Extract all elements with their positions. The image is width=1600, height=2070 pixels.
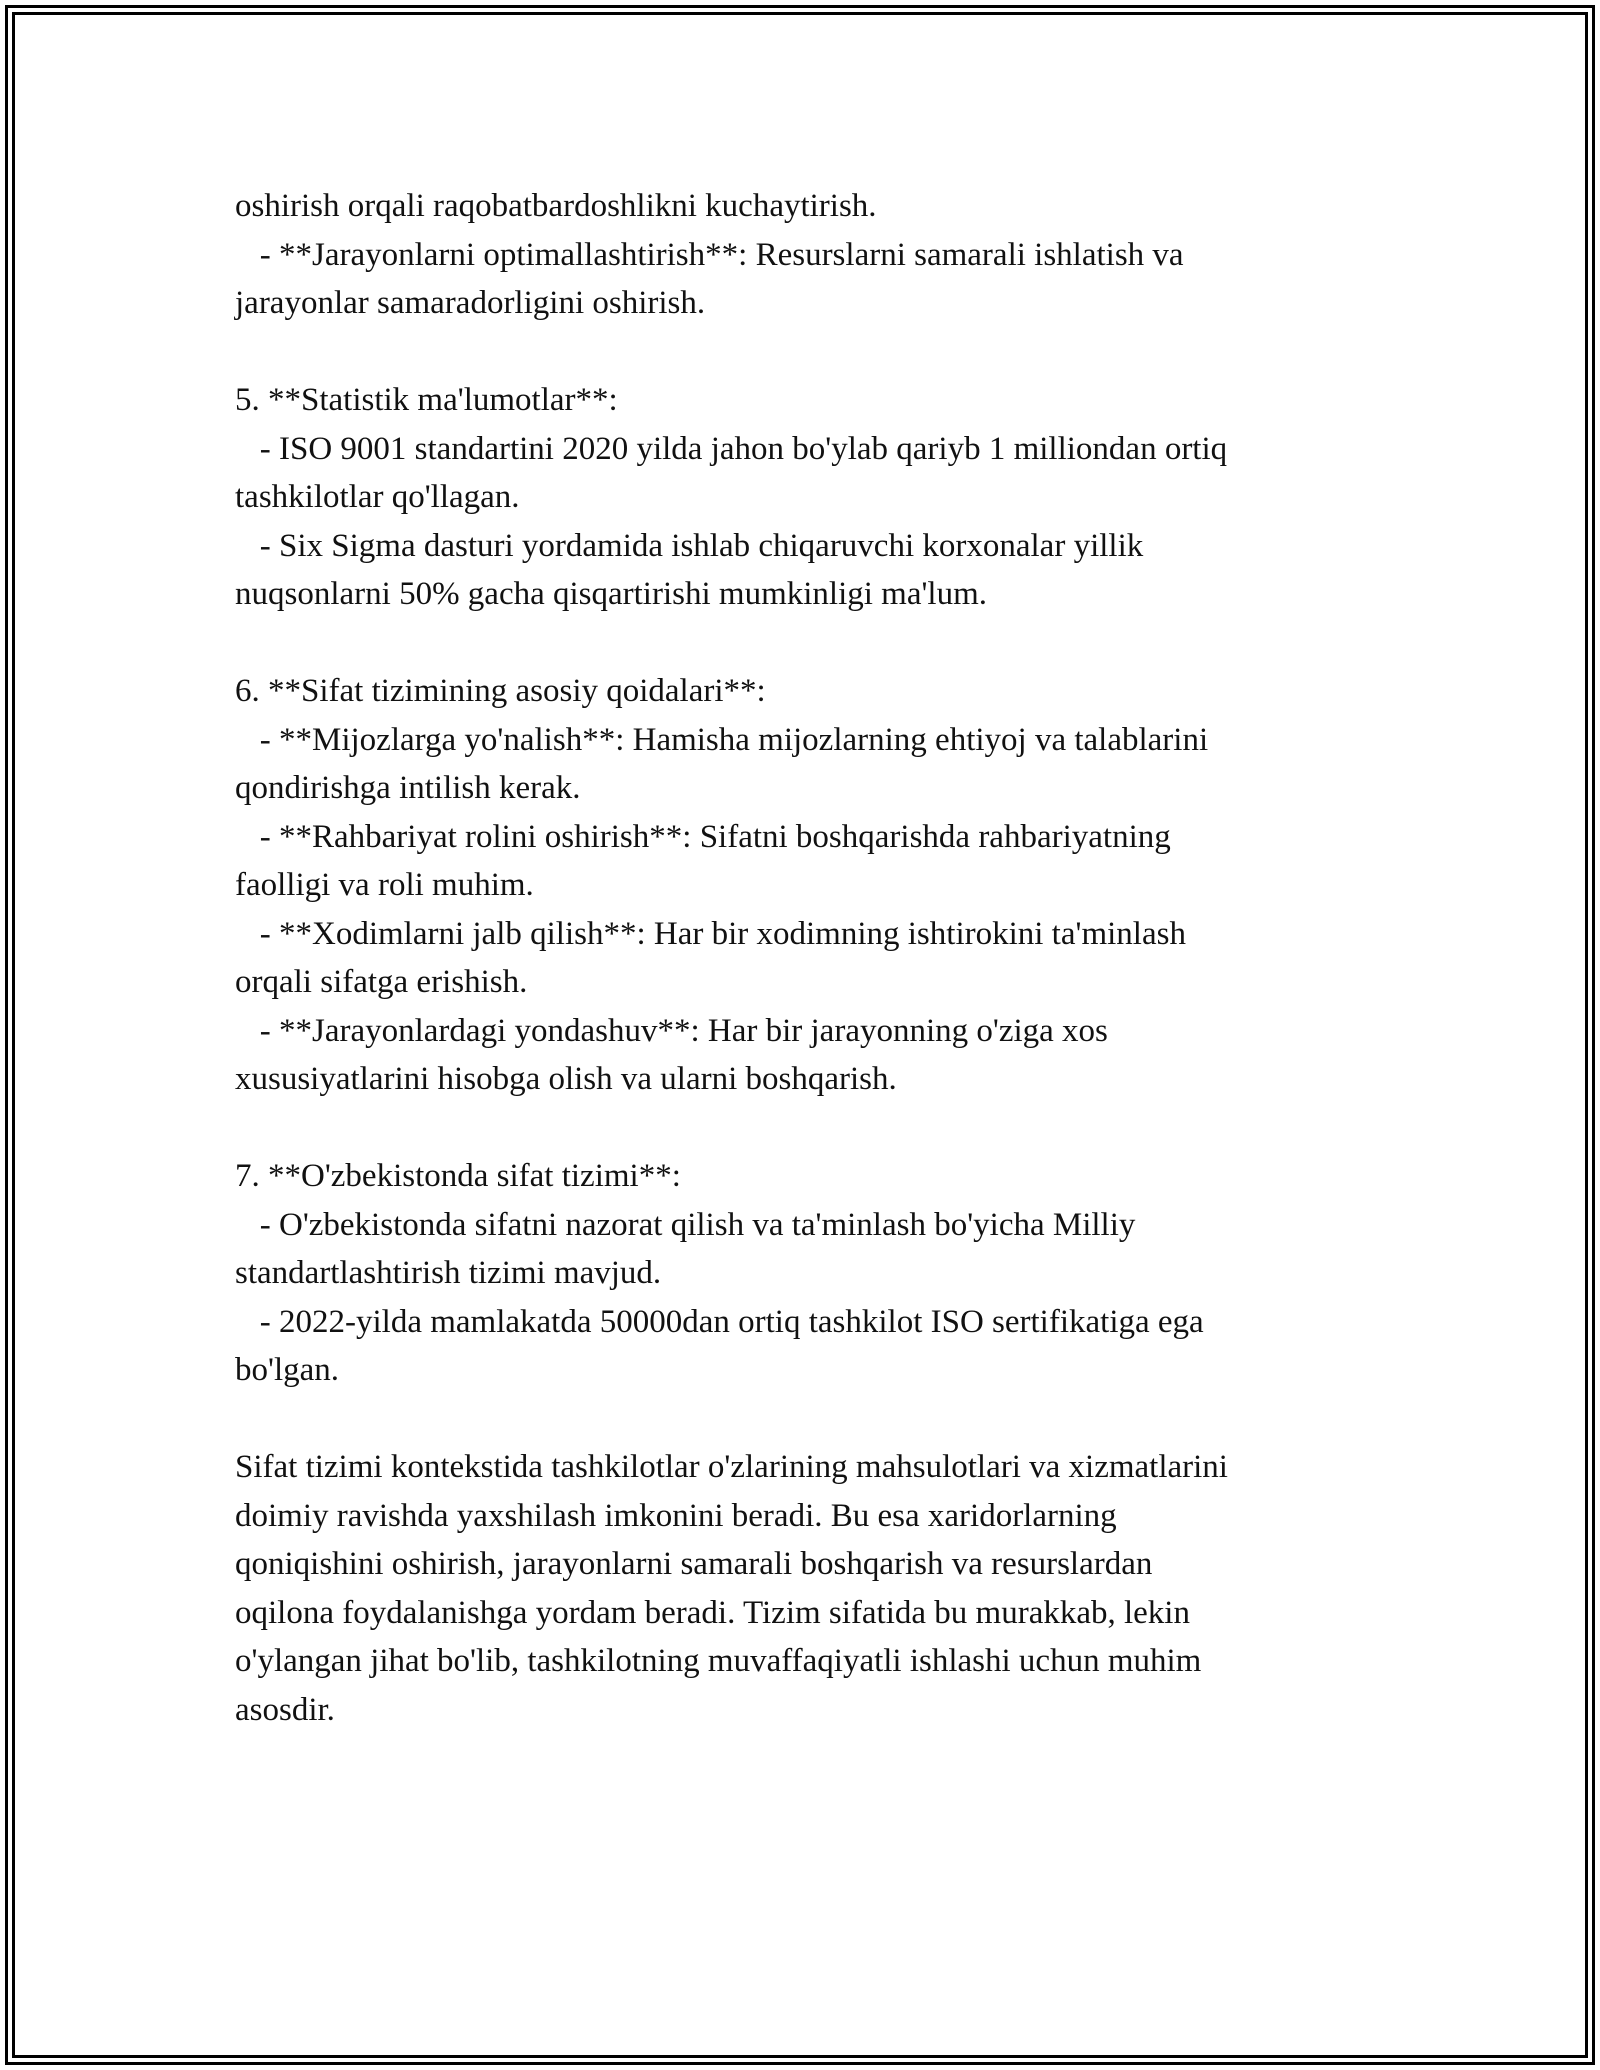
text-line: Sifat tizimi kontekstida tashkilotlar o'zlarining mahsulotlari va xizmatlarini — [235, 1449, 1228, 1485]
text-line: oshirish orqali raqobatbardoshlikni kuchaytirish. — [235, 188, 877, 224]
list-item: - **Rahbariyat rolini oshirish**: Sifatni boshqarishda rahbariyatning — [235, 818, 1171, 855]
text-line: oqilona foydalanishga yordam beradi. Tizim sifatida bu murakkab, lekin — [235, 1594, 1190, 1631]
text-line: jarayonlar samaradorligini oshirish. — [235, 285, 706, 321]
text-line: tashkilotlar qo'llagan. — [235, 479, 520, 515]
section-heading: 7. **O'zbekistonda sifat tizimi**: — [235, 1158, 681, 1194]
text-line: nuqsonlarni 50% gacha qisqartirishi mumkinligi ma'lum. — [235, 576, 988, 612]
text-line: doimiy ravishda yaxshilash imkonini beradi. Bu esa xaridorlarning — [235, 1497, 1117, 1534]
list-item: - O'zbekistonda sifatni nazorat qilish va ta'minlash bo'yicha Milliy — [235, 1206, 1136, 1243]
text-line: bo'lgan. — [235, 1352, 340, 1388]
text-block — [235, 182, 1365, 328]
paragraph-gap — [235, 619, 1365, 668]
text-line: asosdir. — [235, 1691, 335, 1728]
text-line: xususiyatlarini hisobga olish va ularni boshqarish. — [235, 1061, 897, 1097]
paragraph-gap — [235, 328, 1365, 377]
conclusion-paragraph — [235, 1443, 1365, 1734]
list-item: - ISO 9001 standartini 2020 yilda jahon bo'ylab qariyb 1 milliondan ortiq — [235, 430, 1228, 467]
section-statistics — [235, 376, 1365, 619]
text-line: faolligi va roli muhim. — [235, 867, 534, 903]
section-heading: 5. **Statistik ma'lumotlar**: — [235, 382, 618, 418]
list-item: - **Jarayonlarni optimallashtirish**: Resurslarni samarali ishlatish va — [235, 236, 1184, 273]
section-uzbekistan-quality — [235, 1152, 1365, 1395]
text-line: standartlashtirish tizimi mavjud. — [235, 1255, 662, 1291]
document-body — [235, 182, 1365, 1734]
paragraph-gap — [235, 1395, 1365, 1444]
list-item: - **Xodimlarni jalb qilish**: Har bir xodimning ishtirokini ta'minlash — [235, 915, 1186, 952]
list-item: - 2022-yilda mamlakatda 50000dan ortiq tashkilot ISO sertifikatiga ega — [235, 1303, 1204, 1340]
section-heading: 6. **Sifat tizimining asosiy qoidalari**: — [235, 673, 766, 709]
text-line: orqali sifatga erishish. — [235, 964, 528, 1000]
text-line: qondirishga intilish kerak. — [235, 770, 581, 806]
list-item: - **Mijozlarga yo'nalish**: Hamisha mijozlarning ehtiyoj va talablarini — [235, 721, 1209, 758]
list-item: - Six Sigma dasturi yordamida ishlab chiqaruvchi korxonalar yillik — [235, 527, 1144, 564]
section-quality-principles — [235, 667, 1365, 1104]
paragraph-gap — [235, 1104, 1365, 1153]
list-item: - **Jarayonlardagi yondashuv**: Har bir jarayonning o'ziga xos — [235, 1012, 1108, 1049]
text-line: qoniqishini oshirish, jarayonlarni samarali boshqarish va resurslardan — [235, 1546, 1153, 1582]
text-line: o'ylangan jihat bo'lib, tashkilotning muvaffaqiyatli ishlashi uchun muhim — [235, 1643, 1202, 1679]
